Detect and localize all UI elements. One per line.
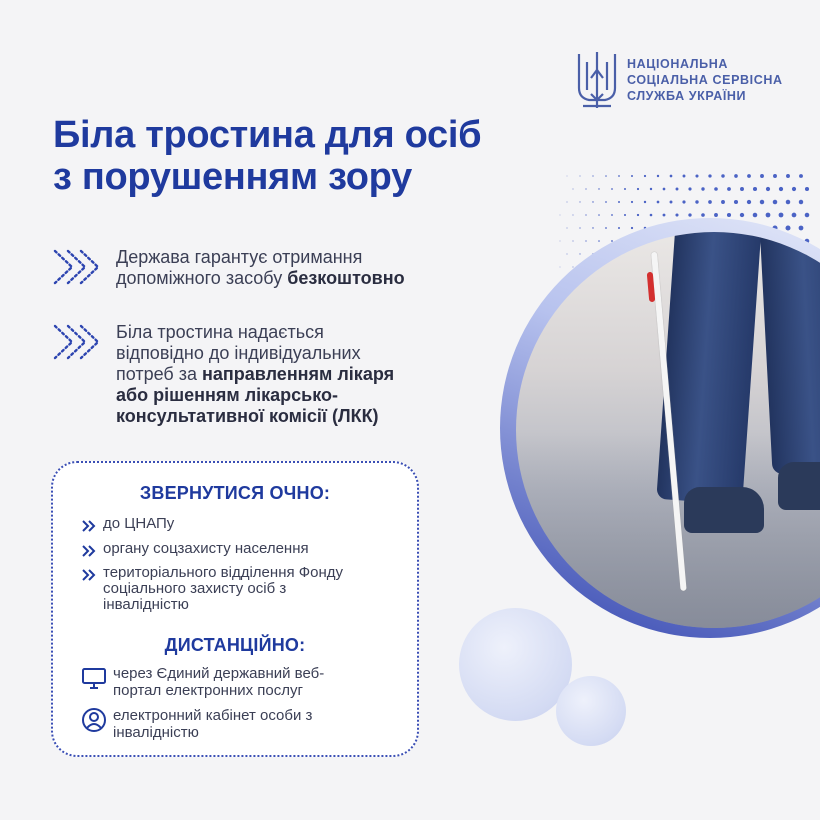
logo-line-2: СОЦІАЛЬНА СЕРВІСНА: [627, 73, 783, 87]
monitor-icon: [81, 665, 107, 691]
bullet-2-line-3-bold: направленням лікаря: [202, 364, 395, 384]
bullet-2-line-5: консультативної комісії (ЛКК): [116, 406, 379, 426]
logo: [575, 48, 783, 112]
right-shoe: [778, 462, 820, 510]
in-person-heading: ЗВЕРНУТИСЯ ОЧНО:: [139, 483, 331, 503]
bullet-2-line-4: або рішенням лікарсько-: [116, 385, 338, 405]
dotted-chevron-icon: [52, 322, 102, 362]
item-text-line-1: електронний кабінет особи з: [113, 707, 313, 724]
bullet-text: [116, 322, 394, 427]
bullet-1-line-1: Держава гарантує отримання: [116, 247, 363, 267]
item-text-line-1: територіального відділення Фонду: [103, 564, 344, 581]
trident-logo-icon: [575, 48, 619, 112]
decor-circle-small: [556, 676, 626, 746]
bullet-2-line-2: відповідно до індивідуальних: [116, 343, 361, 363]
double-chevron-icon: [81, 519, 97, 533]
page-title: [53, 114, 481, 198]
item-text-line-1: через Єдиний державний веб-: [113, 665, 325, 682]
bullet-text: [116, 247, 405, 289]
contact-card: [51, 461, 419, 757]
remote-heading: ДИСТАНЦІЙНО:: [164, 635, 306, 655]
double-chevron-icon: [81, 568, 97, 582]
bullet-free-device: [52, 247, 405, 289]
item-text-line-3: інвалідністю: [103, 596, 189, 613]
item-text-line-2: інвалідністю: [113, 724, 199, 741]
bullet-referral: [52, 322, 394, 427]
logo-line-3: СЛУЖБА УКРАЇНИ: [627, 89, 747, 103]
remote-item-portal: [81, 665, 324, 699]
bullet-1-line-2: допоміжного засобу: [116, 268, 288, 288]
item-text: до ЦНАПу: [103, 515, 175, 532]
bullet-2-line-3: потреб за: [116, 364, 203, 384]
item-text-line-2: соціального захисту осіб з: [103, 580, 287, 597]
logo-text: [627, 56, 783, 104]
bullet-2-line-1: Біла тростина надається: [116, 322, 324, 342]
logo-line-1: НАЦІОНАЛЬНА: [627, 57, 728, 71]
dotted-chevron-icon: [52, 247, 102, 287]
double-chevron-icon: [81, 544, 97, 558]
remote-item-cabinet: [81, 707, 312, 741]
left-shoe: [684, 487, 764, 533]
bullet-1-bold: безкоштовно: [287, 268, 405, 288]
item-text-line-2: портал електронних послуг: [113, 682, 303, 699]
in-person-item-cnap: [81, 516, 174, 533]
decor-circle-large: [459, 608, 572, 721]
in-person-item-social: [81, 541, 309, 558]
user-circle-icon: [81, 707, 107, 733]
title-line-2: з порушенням зору: [53, 156, 412, 198]
in-person-item-fund: [81, 565, 343, 613]
item-text: органу соцзахисту населення: [103, 540, 309, 557]
title-line-1: Біла тростина для осіб: [53, 114, 482, 156]
